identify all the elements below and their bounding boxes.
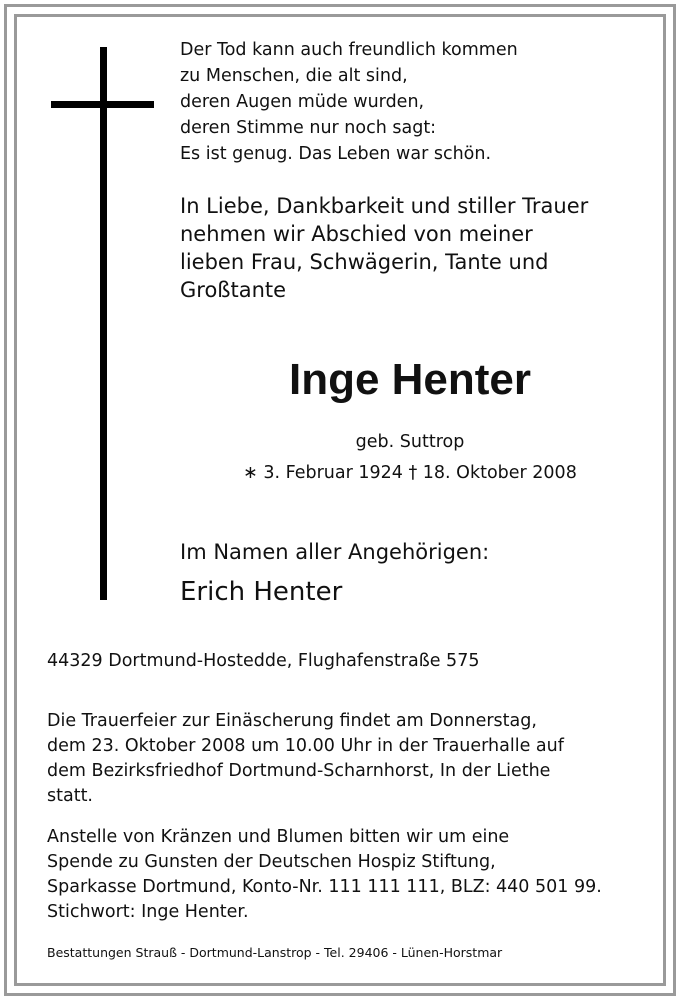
life-dates: ∗ 3. Februar 1924 † 18. Oktober 2008 [243,463,577,483]
poem-line: deren Stimme nur noch sagt: [180,118,437,138]
donation-info [47,825,602,925]
farewell-line: Großtante [180,278,287,302]
poem [180,37,518,167]
farewell-text [180,192,588,304]
donation-line: Spende zu Gunsten der Deutschen Hospiz Stiftung, [47,852,496,872]
donation-line: Sparkasse Dortmund, Konto-Nr. 111 111 111, BLZ: 440 501 99. [47,877,602,897]
cross-horizontal-bar [51,101,154,108]
funeral-home-footer: Bestattungen Strauß - Dortmund-Lanstrop - Tel. 29406 - Lünen-Horstmar [47,945,503,960]
cross-vertical-bar [100,47,107,600]
mourner-name: Erich Henter [180,577,343,607]
donation-line: Stichwort: Inge Henter. [47,902,249,922]
poem-line: zu Menschen, die alt sind, [180,66,408,86]
ceremony-line: Die Trauerfeier zur Einäscherung findet am Donnerstag, [47,711,537,731]
ceremony-line: dem 23. Oktober 2008 um 10.00 Uhr in der Trauerhalle auf [47,736,564,756]
poem-line: deren Augen müde wurden, [180,92,425,112]
poem-line: Der Tod kann auch freundlich kommen [180,40,518,60]
deceased-name: Inge Henter [288,355,532,404]
ceremony-info [47,709,564,809]
mourners-intro: Im Namen aller Angehörigen: [180,540,490,564]
donation-line: Anstelle von Kränzen und Blumen bitten wir um eine [47,827,510,847]
ceremony-line: dem Bezirksfriedhof Dortmund-Scharnhorst, In der Liethe [47,761,551,781]
farewell-line: nehmen wir Abschied von meiner [180,222,533,246]
maiden-name: geb. Suttrop [355,432,465,452]
ceremony-line: statt. [47,786,93,806]
farewell-line: lieben Frau, Schwägerin, Tante und [180,250,549,274]
poem-line: Es ist genug. Das Leben war schön. [180,144,492,164]
farewell-line: In Liebe, Dankbarkeit und stiller Trauer [180,194,589,218]
address: 44329 Dortmund-Hostedde, Flughafenstraße 575 [47,651,480,671]
